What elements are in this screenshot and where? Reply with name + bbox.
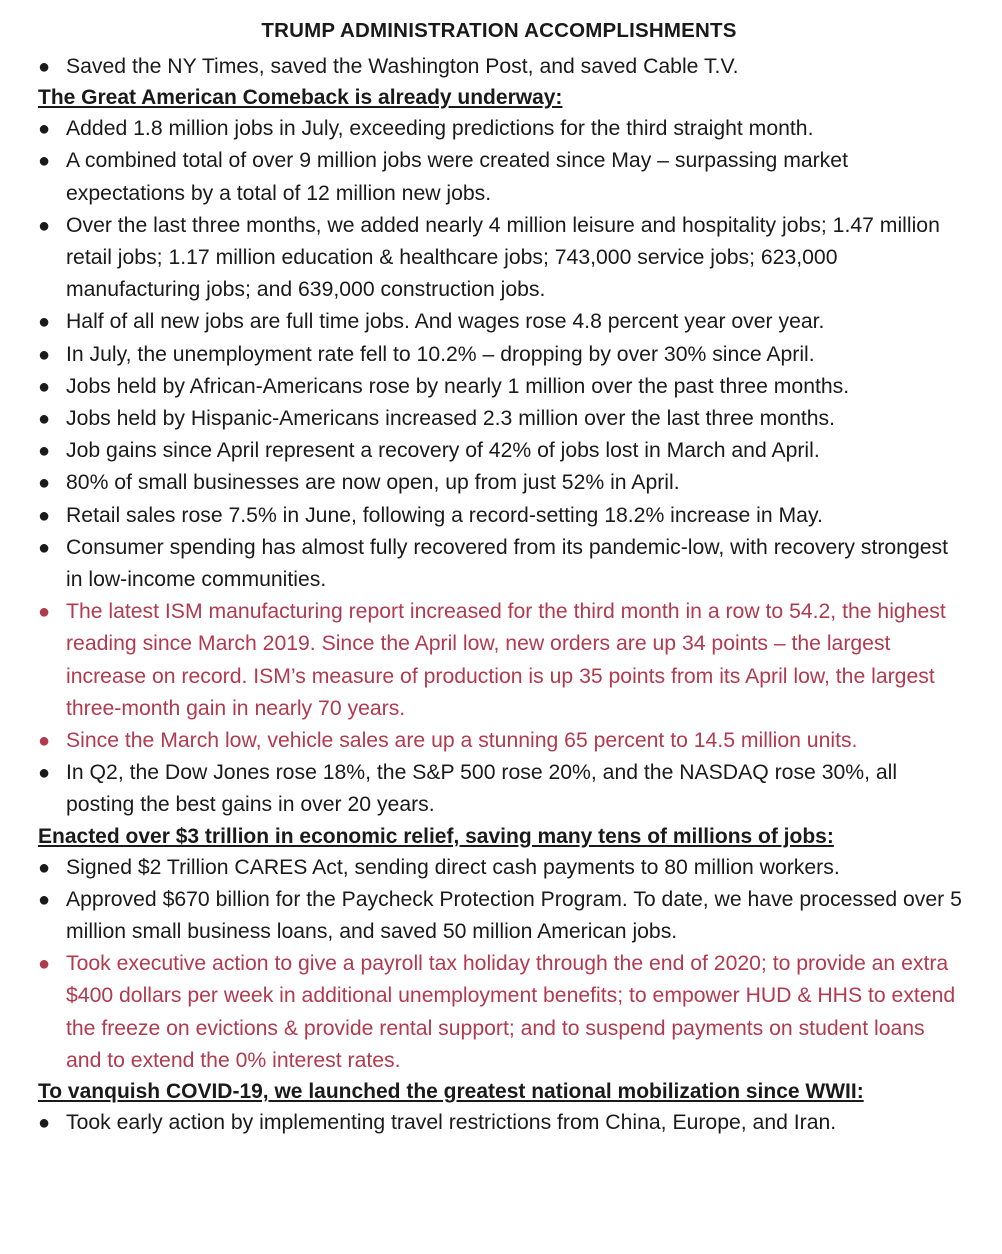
bullet-icon: ● — [38, 762, 51, 785]
list-item — [36, 306, 962, 338]
list-item-text: Since the March low, vehicle sales are up a stunning 65 percent to 14.5 million units. — [66, 729, 858, 753]
list-item-text: Consumer spending has almost fully recovered from its pandemic-low, with recovery strongest in low-income communities. — [66, 535, 949, 592]
list-item — [36, 500, 962, 532]
list-item-text: Took executive action to give a payroll tax holiday through the end of 2020; to provide an extra $400 dollars per week in additional unemployment benefits; to empower HUD & HHS to extend the freeze on evictions & provide rental support; and to suspend payments on student loans and to extend the 0% interest rates. — [66, 952, 956, 1072]
list-item-text: Signed $2 Trillion CARES Act, sending direct cash payments to 80 million workers. — [66, 855, 840, 879]
list-item — [36, 210, 962, 307]
list-item-highlighted — [36, 725, 962, 757]
list-item — [36, 884, 962, 948]
list-item-text: Jobs held by Hispanic-Americans increased 2.3 million over the last three months. — [66, 407, 835, 431]
list-item-text: Half of all new jobs are full time jobs. And wages rose 4.8 percent year over year. — [66, 310, 825, 334]
list-item-text: In Q2, the Dow Jones rose 18%, the S&P 500 rose 20%, and the NASDAQ rose 30%, all posting the best gains in over 20 years. — [66, 761, 898, 817]
list-item — [36, 145, 962, 209]
list-item-text: A combined total of over 9 million jobs were created since May – surpassing market expectations by a total of 12 million new jobs. — [66, 149, 848, 205]
bullet-icon: ● — [38, 56, 51, 78]
list-item-text: Approved $670 billion for the Paycheck Protection Program. To date, we have processed over 5 million small business loans, and saved 50 million American jobs. — [66, 887, 962, 944]
section-list-economic-relief — [36, 852, 962, 1077]
list-item-text: In July, the unemployment rate fell to 10.2% – dropping by over 30% since April. — [66, 342, 815, 366]
list-item — [36, 339, 962, 371]
bullet-icon: ● — [38, 504, 51, 527]
list-item — [36, 1107, 962, 1139]
document-title: TRUMP ADMINISTRATION ACCOMPLISHMENTS — [261, 19, 737, 42]
list-item-text: Saved the NY Times, saved the Washington Post, and saved Cable T.V. — [66, 55, 739, 78]
bullet-icon: ● — [38, 311, 51, 334]
list-item — [36, 51, 962, 83]
bullet-icon: ● — [38, 888, 51, 911]
bullet-icon: ● — [38, 150, 51, 173]
list-item — [36, 403, 962, 435]
intro-list — [36, 51, 962, 83]
bullet-icon: ● — [38, 601, 51, 624]
list-item-text: Over the last three months, we added nearly 4 million leisure and hospitality jobs; 1.47 million retail jobs; 1.17 million education & healthcare jobs; 743,000 service jobs; 623,000 manufacturing jobs; and 639,000 construction jobs. — [66, 213, 940, 302]
bullet-icon: ● — [38, 375, 51, 398]
list-item-text: Job gains since April represent a recovery of 42% of jobs lost in March and April. — [66, 439, 820, 463]
bullet-icon: ● — [38, 343, 51, 366]
bullet-icon: ● — [38, 214, 51, 237]
bullet-icon: ● — [38, 118, 51, 141]
list-item — [36, 532, 962, 596]
list-item — [36, 757, 962, 821]
bullet-icon: ● — [38, 856, 51, 879]
list-item — [36, 852, 962, 884]
bullet-icon: ● — [38, 730, 51, 753]
list-item-text: Jobs held by African-Americans rose by nearly 1 million over the past three months. — [66, 374, 850, 398]
section-heading-economic-relief: Enacted over $3 trillion in economic relief, saving many tens of millions of jobs: — [38, 824, 834, 848]
bullet-icon: ● — [38, 408, 51, 431]
section-list-comeback — [36, 113, 962, 821]
section-heading-comeback: The Great American Comeback is already underway: — [38, 86, 563, 110]
list-item — [36, 371, 962, 403]
list-item-highlighted — [36, 596, 962, 725]
list-item-text: Took early action by implementing travel restrictions from China, Europe, and Iran. — [66, 1111, 837, 1135]
list-item-text: 80% of small businesses are now open, up from just 52% in April. — [66, 471, 680, 495]
bullet-icon: ● — [38, 472, 51, 495]
list-item — [36, 113, 962, 145]
list-item-highlighted — [36, 948, 962, 1077]
list-item-text: The latest ISM manufacturing report increased for the third month in a row to 54.2, the highest reading since March 2019. Since the April low, new orders are up 34 points – the largest increase on record. ISM’s measure of production is up 35 points from its April low, the largest three-month gain in nearly 70 years. — [66, 600, 946, 720]
bullet-icon: ● — [38, 440, 51, 463]
bullet-icon: ● — [38, 953, 51, 976]
bullet-icon: ● — [38, 1112, 51, 1135]
section-heading-covid: To vanquish COVID-19, we launched the greatest national mobilization since WWII: — [38, 1080, 864, 1104]
list-item — [36, 435, 962, 467]
list-item-text: Retail sales rose 7.5% in June, following a record-setting 18.2% increase in May. — [66, 503, 823, 527]
list-item — [36, 467, 962, 499]
bullet-icon: ● — [38, 536, 51, 559]
section-list-covid — [36, 1107, 962, 1139]
list-item-text: Added 1.8 million jobs in July, exceeding predictions for the third straight month. — [66, 117, 814, 141]
